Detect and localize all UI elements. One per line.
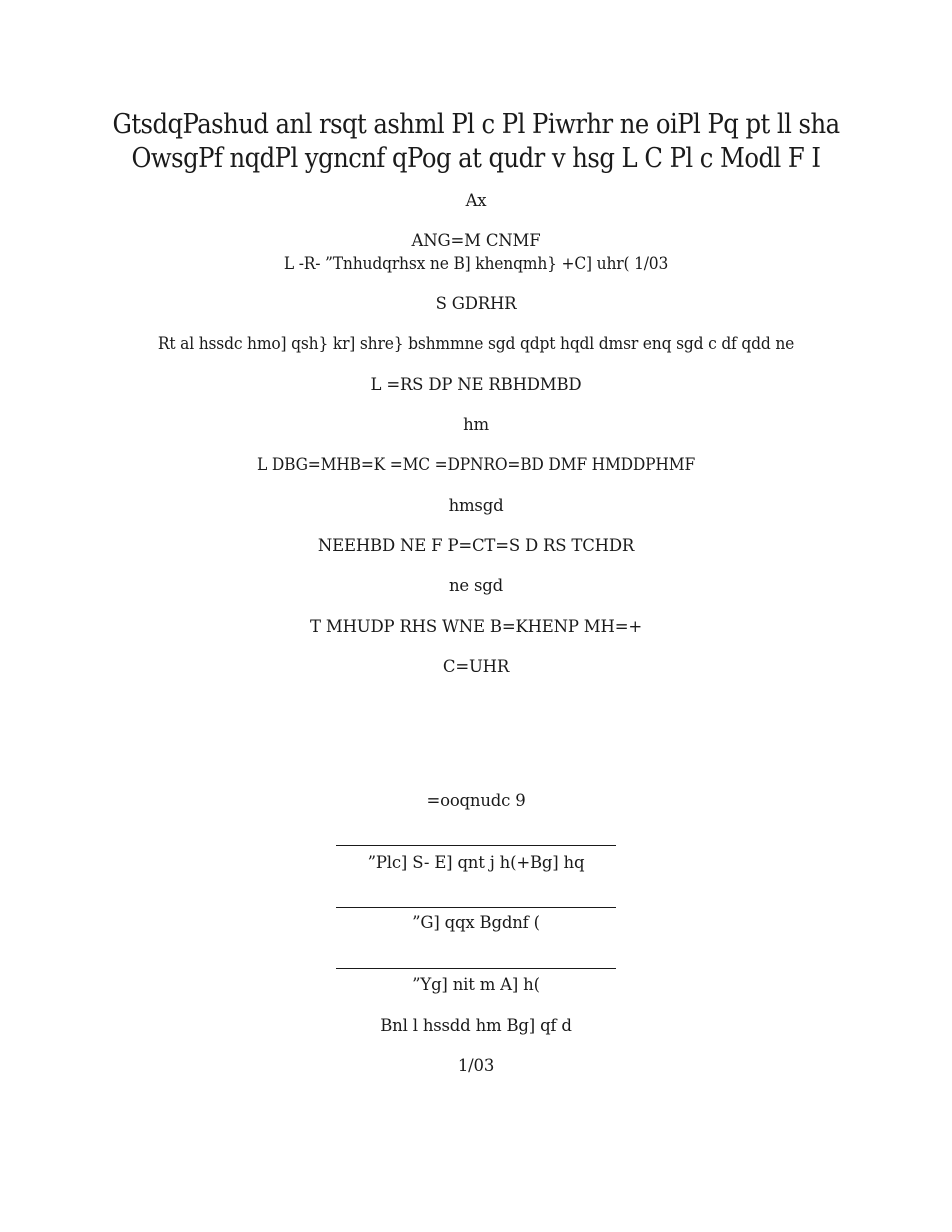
in-the-label: hmsgd (448, 496, 504, 515)
year: 1/03 (457, 1056, 495, 1075)
thesis-title-line-1: GtsdqPashud anl rsqt ashml Pl c Pl Piwrhr ne oiPl Pq pt ll sha (112, 109, 840, 140)
committee-member-1: ”Plc] S- E] qnt j h(+Bg] hq (367, 853, 585, 872)
byline: Ax (465, 191, 487, 210)
of-the-label: ne sgd (448, 576, 504, 595)
author-detail: L -R- ”Tnhudqrhsx ne B] khenqmh} +C] uhr( 1/03 (283, 254, 669, 273)
thesis-label: S GDRHR (435, 294, 517, 313)
committee-label: Bnl l hssdd hm Bg] qf d (380, 1016, 572, 1035)
division-name: NEEHBD NE F P=CT=S D RS TCHDR (317, 536, 635, 555)
committee-member-3: ”Yg] nit m A] h( (412, 975, 540, 994)
thesis-title-line-2: OwsgPf nqdPl ygncnf qPog at qudr v hsg L C Pl c Modl F I (131, 143, 821, 174)
submission-statement: Rt al hssdc hmo] qsh} kr] shre} bshmmne sgd qdpt hqdl dmsr enq sgd c df qdd ne (157, 334, 795, 353)
signature-line-1 (336, 845, 616, 846)
committee-member-2: ”G] qqx Bgdnf ( (412, 913, 540, 932)
campus-city: C=UHR (442, 657, 510, 676)
author-name: ANG=M CNMF (411, 231, 541, 250)
degree-name: L =RS DP NE RBHDMBD (370, 375, 582, 394)
field-of-study: L DBG=MHB=K =MC =DPNRO=BD DMF HMDDPHMF (256, 455, 696, 474)
signature-line-2 (336, 907, 616, 908)
university-name: T MHUDP RHS WNE B=KHENP MH=+ (310, 617, 642, 636)
signature-line-3 (336, 968, 616, 969)
in-label-1: hm (463, 415, 489, 434)
approved-label: =ooqnudc 9 (426, 791, 526, 810)
